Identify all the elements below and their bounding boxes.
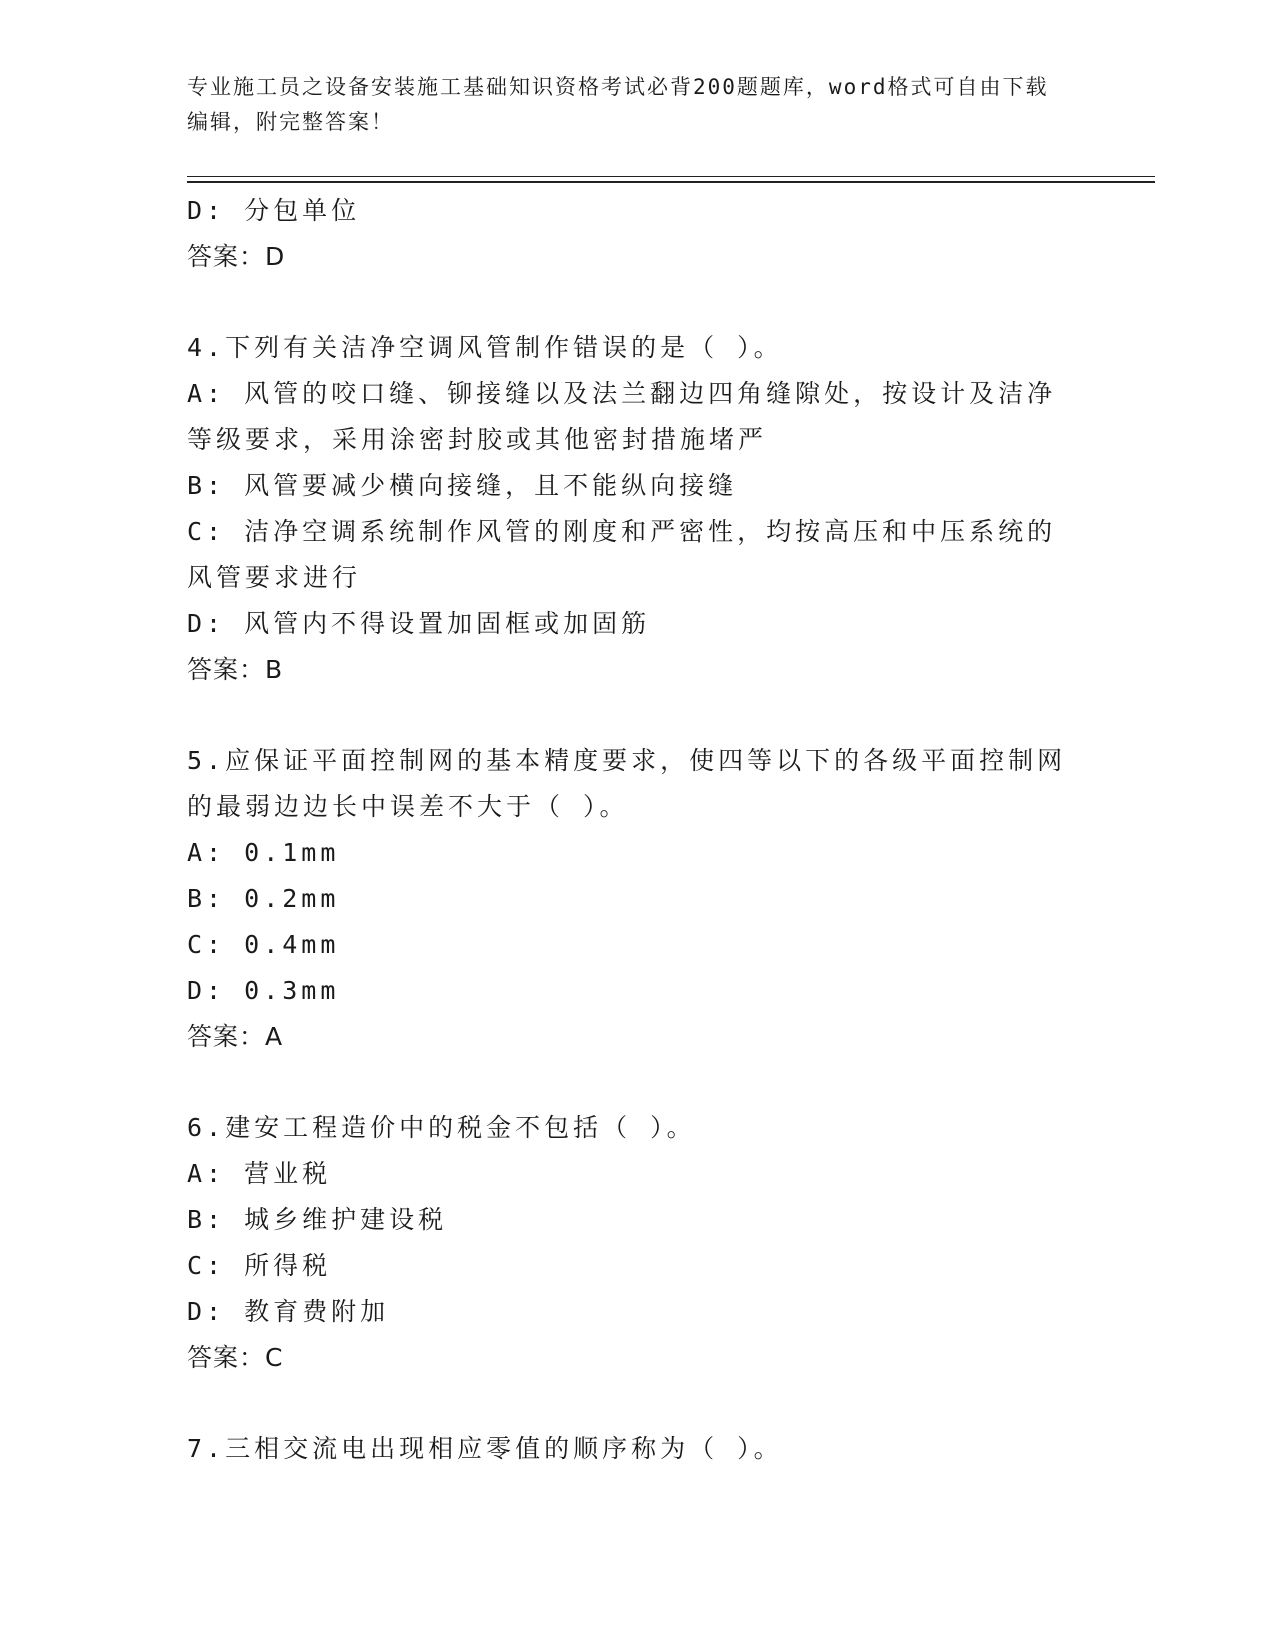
question-stem: 6.建安工程造价中的税金不包括（ ）。	[187, 1113, 696, 1142]
option-a: A: 风管的咬口缝、铆接缝以及法兰翻边四角缝隙处，按设计及洁净等级要求，采用涂密封胶或其他密封措施堵严	[187, 379, 1057, 454]
option-d: D: 风管内不得设置加固框或加固筋	[187, 609, 651, 638]
question-3-tail	[187, 188, 1077, 280]
spacer	[187, 1381, 1087, 1426]
header-divider-bottom	[187, 181, 1155, 183]
spacer	[187, 693, 1087, 738]
answer-line: 答案：A	[187, 1022, 284, 1051]
answer-line: 答案：B	[187, 655, 284, 684]
option-c: C: 0.4mm	[187, 930, 340, 959]
header-divider-top	[187, 176, 1155, 177]
spacer	[187, 280, 1087, 325]
option-b: B: 风管要减少横向接缝，且不能纵向接缝	[187, 471, 738, 500]
option-c: C: 洁净空调系统制作风管的刚度和严密性，均按高压和中压系统的风管要求进行	[187, 517, 1057, 592]
question-stem: 7.三相交流电出现相应零值的顺序称为（ ）。	[187, 1434, 783, 1463]
option-d: D: 0.3mm	[187, 976, 340, 1005]
option-a: A: 营业税	[187, 1159, 332, 1188]
question-4	[187, 325, 1077, 693]
answer-line: 答案：D	[187, 242, 286, 271]
question-stem: 5.应保证平面控制网的基本精度要求，使四等以下的各级平面控制网的最弱边边长中误差不大于（ ）。	[187, 746, 1067, 821]
option-a: A: 0.1mm	[187, 838, 340, 867]
option-d: D: 教育费附加	[187, 1297, 390, 1326]
question-6	[187, 1105, 1077, 1381]
question-5	[187, 738, 1077, 1060]
question-stem: 4.下列有关洁净空调风管制作错误的是（ ）。	[187, 333, 783, 362]
option-d: D: 分包单位	[187, 196, 361, 225]
option-b: B: 城乡维护建设税	[187, 1205, 448, 1234]
answer-line: 答案：C	[187, 1343, 284, 1372]
question-7	[187, 1426, 1077, 1472]
question-list	[187, 188, 1087, 1472]
option-b: B: 0.2mm	[187, 884, 340, 913]
spacer	[187, 1060, 1087, 1105]
option-c: C: 所得税	[187, 1251, 332, 1280]
document-header: 专业施工员之设备安装施工基础知识资格考试必背200题题库，word格式可自由下载编辑，附完整答案！	[187, 75, 1049, 134]
